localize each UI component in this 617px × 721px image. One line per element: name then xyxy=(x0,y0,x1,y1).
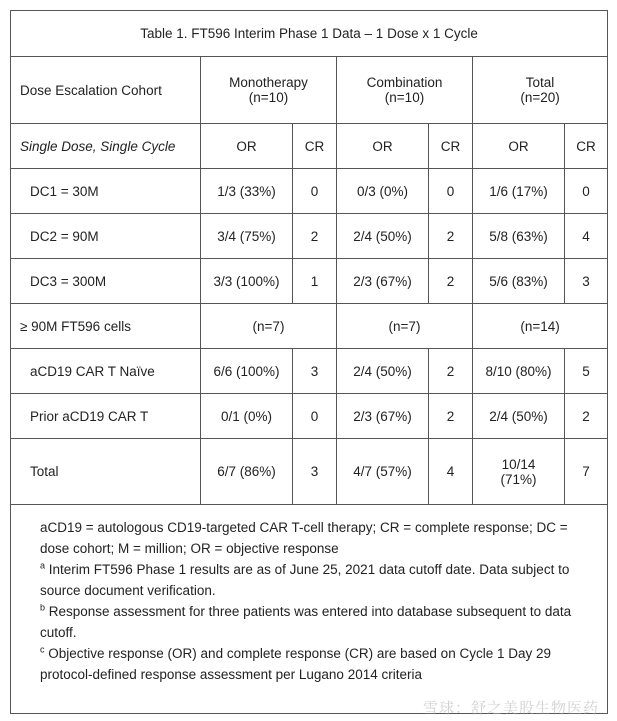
mono-or: 6/7 (86%) xyxy=(201,439,293,505)
total-or: 1/6 (17%) xyxy=(473,169,565,214)
combo-cr: 0 xyxy=(429,169,473,214)
table-row xyxy=(11,169,608,214)
mono-or: 6/6 (100%) xyxy=(201,349,293,394)
results-table xyxy=(10,10,608,714)
cr-header: CR xyxy=(293,124,337,169)
table-row xyxy=(11,394,608,439)
row-label: DC1 = 30M xyxy=(11,169,201,214)
table-row xyxy=(11,349,608,394)
row-label: aCD19 CAR T Naïve xyxy=(11,349,201,394)
total-cr: 4 xyxy=(565,214,608,259)
mono-cr: 3 xyxy=(293,349,337,394)
mono-cr: 0 xyxy=(293,394,337,439)
total-cr: 3 xyxy=(565,259,608,304)
table-row xyxy=(11,214,608,259)
mono-cr: 0 xyxy=(293,169,337,214)
mono-cr: 1 xyxy=(293,259,337,304)
combo-n: (n=7) xyxy=(337,304,473,349)
total-or: 10/14 (71%) xyxy=(473,439,565,505)
total-cr: 2 xyxy=(565,394,608,439)
total-cr: 0 xyxy=(565,169,608,214)
mono-cr: 2 xyxy=(293,214,337,259)
mono-n: (n=7) xyxy=(201,304,337,349)
table-row xyxy=(11,259,608,304)
footnote-b: $^b$ Response assessment for three patients was entered into database subsequent to data cutoff. xyxy=(40,602,572,640)
mono-or: 1/3 (33%) xyxy=(201,169,293,214)
watermark: 雪球：舒之美股生物医药 xyxy=(422,699,599,717)
total-or: 5/6 (83%) xyxy=(473,259,565,304)
combo-cr: 2 xyxy=(429,214,473,259)
total-cr: 7 xyxy=(565,439,608,505)
combo-or: 2/3 (67%) xyxy=(337,394,429,439)
combo-or: 2/4 (50%) xyxy=(337,214,429,259)
combo-or: 2/3 (67%) xyxy=(337,259,429,304)
group-header-mono: Monotherapy (n=10) xyxy=(201,57,337,124)
footnotes xyxy=(11,505,608,714)
mono-or: 3/3 (100%) xyxy=(201,259,293,304)
combo-or: 4/7 (57%) xyxy=(337,439,429,505)
mono-or: 3/4 (75%) xyxy=(201,214,293,259)
total-n: (n=14) xyxy=(473,304,608,349)
row-label: Total xyxy=(11,439,201,505)
mono-or: 0/1 (0%) xyxy=(201,394,293,439)
total-row xyxy=(11,439,608,505)
cohort-header: Dose Escalation Cohort xyxy=(11,57,201,124)
table-title: Table 1. FT596 Interim Phase 1 Data – 1 Dose x 1 Cycle xyxy=(11,11,608,57)
combo-or: 0/3 (0%) xyxy=(337,169,429,214)
combo-cr: 2 xyxy=(429,349,473,394)
subheader-label: Single Dose, Single Cycle xyxy=(11,124,201,169)
cr-header: CR xyxy=(429,124,473,169)
combo-cr: 2 xyxy=(429,394,473,439)
total-cr: 5 xyxy=(565,349,608,394)
combo-or: 2/4 (50%) xyxy=(337,349,429,394)
row-label: DC2 = 90M xyxy=(11,214,201,259)
mono-cr: 3 xyxy=(293,439,337,505)
total-or: 8/10 (80%) xyxy=(473,349,565,394)
group-header-combo: Combination (n=10) xyxy=(337,57,473,124)
footnote-a: $^a$ Interim FT596 Phase 1 results are as of June 25, 2021 data cutoff date. Data subject to source document verification. xyxy=(40,560,570,598)
or-header: OR xyxy=(201,124,293,169)
cr-header: CR xyxy=(565,124,608,169)
or-header: OR xyxy=(473,124,565,169)
combo-cr: 4 xyxy=(429,439,473,505)
or-header: OR xyxy=(337,124,429,169)
total-or: 2/4 (50%) xyxy=(473,394,565,439)
group-row xyxy=(11,304,608,349)
row-label: Prior aCD19 CAR T xyxy=(11,394,201,439)
row-label: DC3 = 300M xyxy=(11,259,201,304)
group-row-label: ≥ 90M FT596 cells xyxy=(11,304,201,349)
total-or: 5/8 (63%) xyxy=(473,214,565,259)
group-header-total: Total (n=20) xyxy=(473,57,608,124)
footnote-c: $^c$ Objective response (OR) and complete response (CR) are based on Cycle 1 Day 29 protocol-defined response assessment per Lugano 2014 criteria xyxy=(40,644,551,682)
abbreviations-note: aCD19 = autologous CD19-targeted CAR T-cell therapy; CR = complete response; DC = dose cohort; M = million; OR = objective response xyxy=(40,520,568,556)
combo-cr: 2 xyxy=(429,259,473,304)
